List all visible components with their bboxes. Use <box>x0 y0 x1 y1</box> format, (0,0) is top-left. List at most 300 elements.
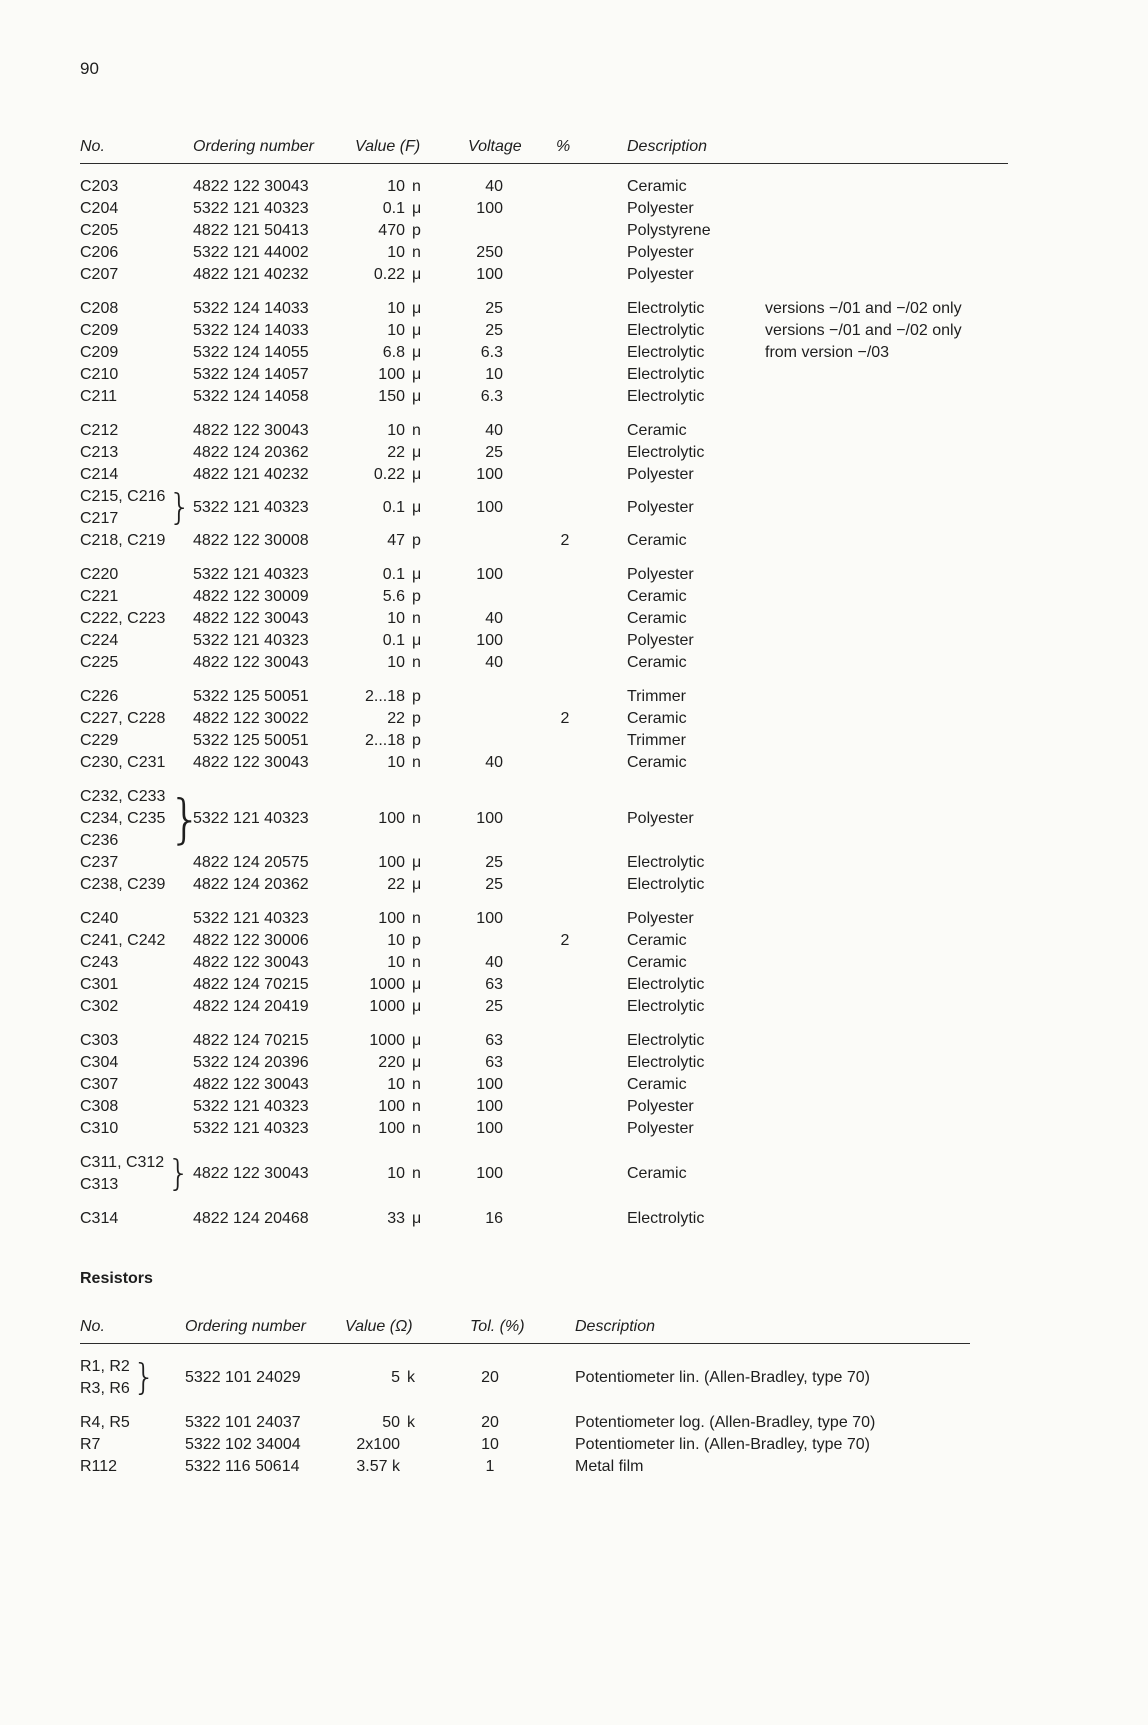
table-row-group <box>80 1356 1108 1400</box>
component-no-cell <box>80 608 193 630</box>
header-value: Value (F) <box>355 138 421 155</box>
component-id-line: C211 <box>80 388 118 405</box>
component-id-line: C236 <box>80 832 119 849</box>
table-row <box>80 730 1108 752</box>
component-no-cell <box>80 586 193 608</box>
ordering-number: 4822 122 30006 <box>193 932 309 949</box>
value-unit: μ <box>412 366 422 383</box>
component-no-cell <box>80 564 193 586</box>
value-number: 0.22 <box>373 266 405 283</box>
component-id-line: C209 <box>80 344 119 361</box>
value-unit: μ <box>412 632 422 649</box>
component-id-line: C208 <box>80 300 119 317</box>
ordering-number: 4822 121 40232 <box>193 466 309 483</box>
version-note <box>765 586 1108 608</box>
component-no <box>80 420 118 442</box>
component-no <box>80 220 118 242</box>
component-no-cell <box>80 1096 193 1118</box>
tolerance <box>503 242 627 264</box>
component-id-line: C222, C223 <box>80 610 166 627</box>
component-id-line: C217 <box>80 510 119 527</box>
component-no-cell <box>80 852 193 874</box>
description: Electrolytic <box>627 1032 705 1049</box>
component-no <box>80 264 118 286</box>
description: Ceramic <box>627 754 687 771</box>
component-id-line: C225 <box>80 654 119 671</box>
table-row <box>80 176 1108 198</box>
component-no <box>80 298 118 320</box>
ordering-number: 5322 121 44002 <box>193 244 309 261</box>
value-number: 10 <box>387 954 405 971</box>
value-unit: μ <box>412 1210 422 1227</box>
tolerance <box>503 852 627 874</box>
capacitor-table-header <box>80 136 1108 158</box>
component-no <box>80 320 118 342</box>
table-row <box>80 220 1108 242</box>
voltage: 6.3 <box>480 388 503 405</box>
value-unit: n <box>412 178 421 195</box>
table-row-group <box>80 686 1108 774</box>
component-no <box>80 1118 118 1140</box>
tolerance <box>503 1118 627 1140</box>
component-no-cell <box>80 242 193 264</box>
component-no <box>80 386 117 408</box>
value-number: 10 <box>387 754 405 771</box>
tolerance <box>503 752 627 774</box>
ordering-number: 4822 122 30022 <box>193 710 309 727</box>
table-row <box>80 464 1108 486</box>
tolerance <box>503 176 627 198</box>
tolerance <box>503 1052 627 1074</box>
ordering-number: 4822 122 30043 <box>193 654 309 671</box>
description: Electrolytic <box>627 1210 705 1227</box>
component-no <box>80 176 118 198</box>
description: Polyester <box>627 200 694 217</box>
voltage: 25 <box>485 998 503 1015</box>
table-row <box>80 952 1108 974</box>
value-number: 10 <box>387 300 405 317</box>
table-row <box>80 530 1108 552</box>
tolerance <box>503 1074 627 1096</box>
description: Trimmer <box>627 688 686 705</box>
component-no <box>80 1096 118 1118</box>
description: Metal film <box>575 1458 644 1475</box>
table-row <box>80 874 1108 896</box>
header-ordering: Ordering number <box>193 138 314 155</box>
description: Ceramic <box>627 532 687 549</box>
table-row <box>80 1208 1108 1230</box>
ordering-number: 5322 125 50051 <box>193 688 309 705</box>
version-note <box>765 1208 1108 1230</box>
value-unit: k <box>407 1414 415 1431</box>
component-no-cell <box>80 420 193 442</box>
value-number: 6.8 <box>382 344 405 361</box>
component-id-line: R7 <box>80 1436 101 1453</box>
ordering-number: 4822 124 20362 <box>193 876 309 893</box>
value-unit: n <box>412 810 421 827</box>
version-note <box>765 874 1108 896</box>
value-number: 10 <box>387 178 405 195</box>
component-id-line: C301 <box>80 976 119 993</box>
component-no-cell <box>80 1074 193 1096</box>
table-row <box>80 442 1108 464</box>
component-id-line: C203 <box>80 178 119 195</box>
version-note <box>765 464 1108 486</box>
table-row <box>80 996 1108 1018</box>
value-unit: n <box>412 610 421 627</box>
component-no-cell <box>80 930 193 952</box>
ordering-number: 5322 124 14033 <box>193 322 309 339</box>
description: Ceramic <box>627 932 687 949</box>
version-note <box>765 386 1108 408</box>
table-row <box>80 686 1108 708</box>
tolerance <box>503 298 627 320</box>
voltage: 25 <box>485 322 503 339</box>
description: Polyester <box>627 1098 694 1115</box>
component-no <box>80 908 118 930</box>
version-note: versions −/01 and −/02 only <box>765 322 962 339</box>
version-note <box>765 1030 1108 1052</box>
table-row <box>80 198 1108 220</box>
tolerance: 2 <box>560 932 570 949</box>
ordering-number: 4822 122 30043 <box>193 1076 309 1093</box>
tolerance <box>503 564 627 586</box>
value-number: 10 <box>387 422 405 439</box>
description: Polystyrene <box>627 222 711 239</box>
value-number: 3.57 k <box>356 1458 400 1475</box>
header-rule <box>80 163 1008 164</box>
description: Ceramic <box>627 422 687 439</box>
ordering-number: 4822 122 30008 <box>193 532 309 549</box>
tolerance <box>503 364 627 386</box>
value-number: 50 <box>382 1414 400 1431</box>
description: Electrolytic <box>627 998 705 1015</box>
component-id-line: C209 <box>80 322 119 339</box>
component-no <box>80 1030 118 1052</box>
value-number: 100 <box>378 1098 405 1115</box>
tolerance <box>503 974 627 996</box>
value-unit: μ <box>412 444 422 461</box>
description: Electrolytic <box>627 322 705 339</box>
header-description: Description <box>575 1318 656 1335</box>
table-row <box>80 786 1108 852</box>
tolerance <box>503 908 627 930</box>
ordering-number: 4822 124 70215 <box>193 976 309 993</box>
description: Electrolytic <box>627 300 705 317</box>
component-id-line: C221 <box>80 588 119 605</box>
component-no-cell <box>80 1434 185 1456</box>
component-id-line: C215, C216 <box>80 488 166 505</box>
value-unit: μ <box>412 322 422 339</box>
voltage <box>445 220 503 242</box>
component-no <box>80 930 165 952</box>
table-row <box>80 652 1108 674</box>
component-id-line: C314 <box>80 1210 119 1227</box>
component-id-line: R112 <box>80 1458 118 1475</box>
ordering-number: 5322 101 24037 <box>185 1414 301 1431</box>
ordering-number: 5322 116 50614 <box>185 1458 300 1475</box>
component-no <box>80 1074 118 1096</box>
component-id-line: C230, C231 <box>80 754 166 771</box>
description: Trimmer <box>627 732 686 749</box>
table-row <box>80 486 1108 530</box>
value-unit: μ <box>412 300 422 317</box>
tolerance <box>503 808 627 830</box>
voltage: 40 <box>485 422 503 439</box>
table-row <box>80 1074 1108 1096</box>
value-number: 220 <box>378 1054 405 1071</box>
table-row <box>80 1030 1108 1052</box>
component-id-line: C307 <box>80 1076 119 1093</box>
value-unit: n <box>412 1120 421 1137</box>
component-id-line: C237 <box>80 854 119 871</box>
value-unit: n <box>412 954 421 971</box>
component-no-cell <box>80 486 193 530</box>
description: Electrolytic <box>627 876 705 893</box>
voltage: 25 <box>485 300 503 317</box>
component-no-cell <box>80 1356 185 1400</box>
voltage: 100 <box>476 632 503 649</box>
ordering-number: 5322 121 40323 <box>193 632 309 649</box>
component-id-line: C218, C219 <box>80 532 166 549</box>
component-no <box>80 486 165 530</box>
component-id-line: C241, C242 <box>80 932 166 949</box>
component-id-line: C302 <box>80 998 119 1015</box>
table-row <box>80 386 1108 408</box>
value-unit: μ <box>412 854 422 871</box>
header-no: No. <box>80 1318 105 1335</box>
component-no <box>80 974 118 996</box>
version-note: versions −/01 and −/02 only <box>765 300 962 317</box>
description: Electrolytic <box>627 444 705 461</box>
tolerance <box>503 630 627 652</box>
value-number: 1000 <box>369 998 405 1015</box>
component-id-line: C227, C228 <box>80 710 166 727</box>
component-no <box>80 1412 130 1434</box>
version-note <box>765 996 1108 1018</box>
ordering-number: 5322 124 14057 <box>193 366 309 383</box>
component-no-cell <box>80 730 193 752</box>
component-id-line: C243 <box>80 954 119 971</box>
voltage: 10 <box>485 366 503 383</box>
component-no-cell <box>80 1208 193 1230</box>
header-description: Description <box>627 138 708 155</box>
value-unit: μ <box>412 499 422 516</box>
table-row <box>80 630 1108 652</box>
voltage: 63 <box>485 976 503 993</box>
voltage: 63 <box>485 1032 503 1049</box>
header-ordering: Ordering number <box>185 1318 306 1335</box>
component-id-line: R4, R5 <box>80 1414 130 1431</box>
table-row <box>80 852 1108 874</box>
voltage <box>445 586 503 608</box>
component-id-line: C205 <box>80 222 119 239</box>
table-row <box>80 298 1108 320</box>
table-row-group <box>80 1152 1108 1196</box>
table-row <box>80 342 1108 364</box>
component-no <box>80 342 118 364</box>
version-note <box>765 952 1108 974</box>
voltage: 16 <box>485 1210 503 1227</box>
ordering-number: 5322 121 40323 <box>193 1120 309 1137</box>
table-row <box>80 1356 1108 1400</box>
table-row-group <box>80 1030 1108 1140</box>
version-note <box>765 1074 1108 1096</box>
tolerance: 2 <box>560 532 570 549</box>
table-row <box>80 264 1108 286</box>
component-id-line: R1, R2 <box>80 1358 130 1375</box>
description: Potentiometer log. (Allen-Bradley, type 70) <box>575 1414 876 1431</box>
header-tolerance: Tol. (%) <box>470 1318 525 1335</box>
component-no-cell <box>80 1412 185 1434</box>
component-no <box>80 752 165 774</box>
version-note <box>765 686 1108 708</box>
voltage: 100 <box>476 810 503 827</box>
component-id-line: C313 <box>80 1176 119 1193</box>
value-number: 1000 <box>369 1032 405 1049</box>
component-no-cell <box>80 464 193 486</box>
value-unit: p <box>412 932 421 949</box>
description: Ceramic <box>627 654 687 671</box>
value-unit: μ <box>412 998 422 1015</box>
component-no <box>80 198 118 220</box>
tolerance <box>503 586 627 608</box>
version-note <box>765 630 1108 652</box>
component-id-line: C303 <box>80 1032 119 1049</box>
description: Potentiometer lin. (Allen-Bradley, type 70) <box>575 1369 870 1386</box>
value-number: 100 <box>378 1120 405 1137</box>
component-no <box>80 652 118 674</box>
ordering-number: 5322 124 14033 <box>193 300 309 317</box>
component-no <box>80 952 118 974</box>
value-unit: n <box>412 244 421 261</box>
table-row <box>80 608 1108 630</box>
ordering-number: 4822 124 20468 <box>193 1210 309 1227</box>
value-unit: n <box>412 1165 421 1182</box>
tolerance <box>503 996 627 1018</box>
tolerance <box>503 608 627 630</box>
value-number: 2x100 <box>356 1436 400 1453</box>
voltage: 25 <box>485 854 503 871</box>
tolerance <box>503 220 627 242</box>
voltage: 25 <box>485 876 503 893</box>
component-no-cell <box>80 342 193 364</box>
component-no <box>80 852 118 874</box>
component-id-line: C238, C239 <box>80 876 166 893</box>
voltage: 100 <box>476 200 503 217</box>
table-row-group <box>80 908 1108 1018</box>
description: Electrolytic <box>627 1054 705 1071</box>
component-no-cell <box>80 974 193 996</box>
voltage: 6.3 <box>480 344 503 361</box>
ordering-number: 5322 121 40323 <box>193 1098 309 1115</box>
value-number: 33 <box>387 1210 405 1227</box>
value-number: 22 <box>387 444 405 461</box>
version-note <box>765 364 1108 386</box>
component-no <box>80 1456 117 1478</box>
component-no <box>80 686 118 708</box>
ordering-number: 5322 121 40323 <box>193 810 309 827</box>
value-unit: n <box>412 422 421 439</box>
value-unit: n <box>412 654 421 671</box>
value-unit: p <box>412 688 421 705</box>
value-unit: μ <box>412 1032 422 1049</box>
capacitor-table <box>80 136 1108 1230</box>
version-note <box>765 1052 1108 1074</box>
value-number: 22 <box>387 710 405 727</box>
component-no-cell <box>80 198 193 220</box>
table-row-group <box>80 786 1108 896</box>
header-value: Value (Ω) <box>345 1318 413 1335</box>
voltage: 100 <box>476 466 503 483</box>
ordering-number: 5322 125 50051 <box>193 732 309 749</box>
ordering-number: 5322 121 40323 <box>193 910 309 927</box>
ordering-number: 5322 124 14055 <box>193 344 309 361</box>
version-note <box>765 530 1108 552</box>
component-no <box>80 530 165 552</box>
table-row <box>80 708 1108 730</box>
component-no-cell <box>80 952 193 974</box>
value-number: 100 <box>378 910 405 927</box>
table-row-group <box>80 1412 1108 1478</box>
description: Ceramic <box>627 610 687 627</box>
version-note <box>765 220 1108 242</box>
table-row <box>80 1456 1108 1478</box>
tolerance <box>503 1096 627 1118</box>
ordering-number: 5322 121 40323 <box>193 499 309 516</box>
component-no-cell <box>80 264 193 286</box>
table-row <box>80 420 1108 442</box>
version-note <box>765 652 1108 674</box>
component-id-line: R3, R6 <box>80 1380 130 1397</box>
component-id-line: C304 <box>80 1054 119 1071</box>
component-no <box>80 464 118 486</box>
component-no <box>80 242 118 264</box>
value-unit: n <box>412 754 421 771</box>
table-row <box>80 586 1108 608</box>
tolerance: 10 <box>481 1436 499 1453</box>
component-no-cell <box>80 364 193 386</box>
tolerance <box>503 198 627 220</box>
tolerance <box>503 686 627 708</box>
component-id-line: C226 <box>80 688 119 705</box>
voltage: 100 <box>476 1076 503 1093</box>
component-no <box>80 586 118 608</box>
ordering-number: 5322 124 14058 <box>193 388 309 405</box>
component-no-cell <box>80 996 193 1018</box>
tolerance <box>503 264 627 286</box>
tolerance <box>503 1030 627 1052</box>
version-note <box>765 198 1108 220</box>
table-row <box>80 1152 1108 1196</box>
value-number: 10 <box>387 932 405 949</box>
version-note <box>765 1096 1108 1118</box>
tolerance <box>503 952 627 974</box>
tolerance: 1 <box>485 1458 495 1475</box>
component-id-line: C311, C312 <box>80 1154 165 1171</box>
header-rule <box>80 1343 970 1344</box>
version-note <box>765 708 1108 730</box>
description: Ceramic <box>627 1076 687 1093</box>
group-brace: } <box>132 1357 156 1398</box>
component-no-cell <box>80 442 193 464</box>
version-note <box>765 974 1108 996</box>
voltage: 40 <box>485 178 503 195</box>
voltage: 40 <box>485 754 503 771</box>
value-unit: n <box>412 910 421 927</box>
description: Electrolytic <box>627 976 705 993</box>
component-no-cell <box>80 630 193 652</box>
